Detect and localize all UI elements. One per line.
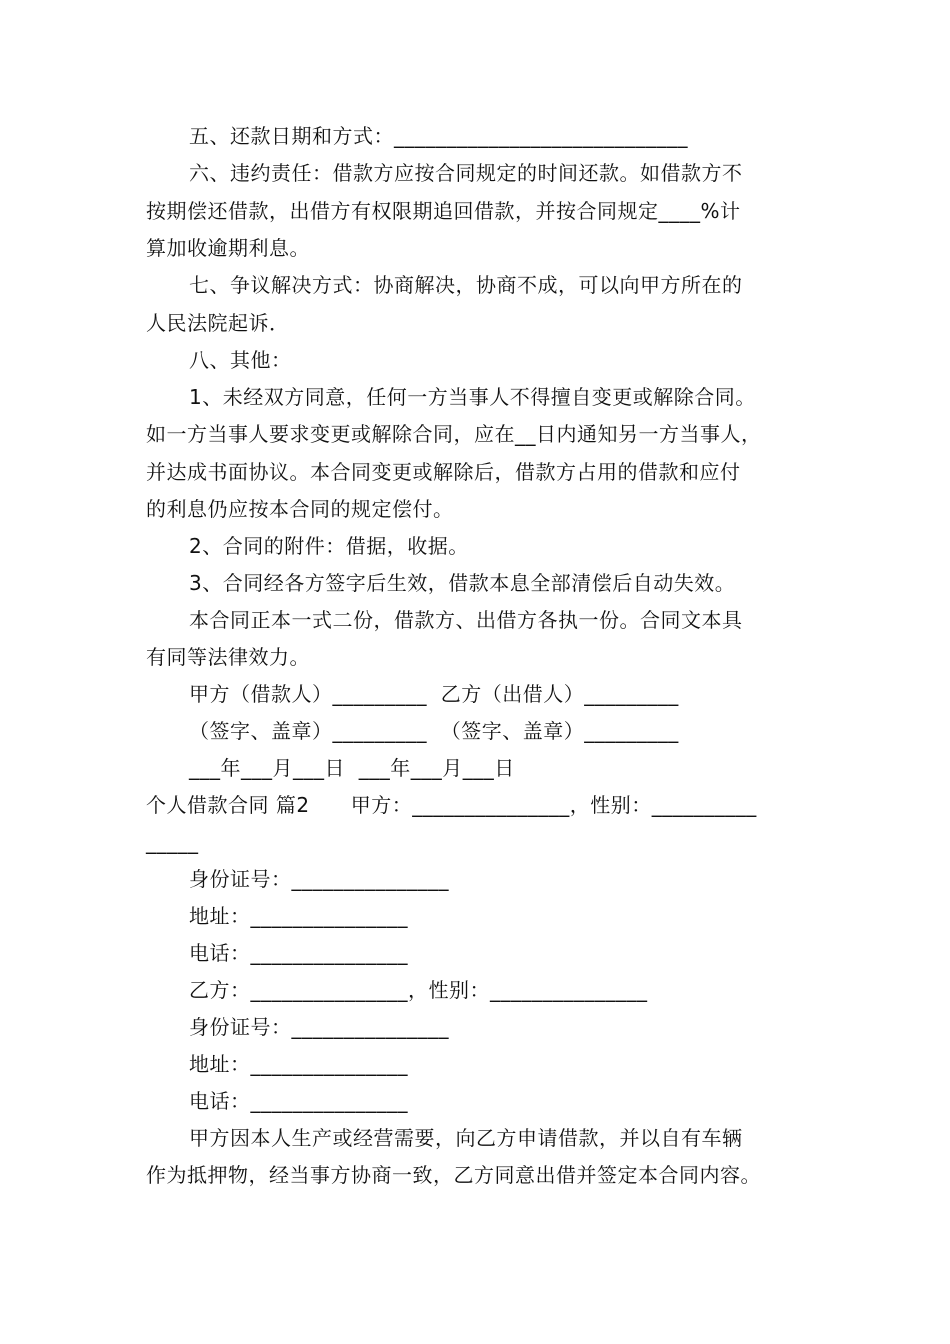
text-line: ___年___月___日 ___年___月___日 [189,756,515,780]
text-line: 电话：_______________ [189,941,408,965]
text-line: 乙方：_______________，性别：_______________ [189,978,648,1002]
text-line: 五、还款日期和方式：____________________________ [189,124,688,148]
text-line: 七、争议解决方式：协商解决，协商不成，可以向甲方所在的 [189,273,743,297]
text-line: 身份证号：_______________ [189,867,449,891]
text-line: 并达成书面协议。本合同变更或解除后，借款方占用的借款和应付 [146,460,741,484]
text-line: 个人借款合同 篇2 甲方：_______________，性别：__________ [146,793,757,817]
text-line: 甲方（借款人）_________ 乙方（出借人）_________ [189,682,679,706]
text-line: _____ [146,830,199,854]
text-line: 本合同正本一式二份，借款方、出借方各执一份。合同文本具 [189,608,743,632]
text-line: 身份证号：_______________ [189,1015,449,1039]
text-line: 人民法院起诉． [146,311,290,335]
text-line: 地址：_______________ [189,904,408,928]
text-line: 如一方当事人要求变更或解除合同，应在__日内通知另一方当事人， [146,422,762,446]
text-line: 2、合同的附件：借据，收据。 [189,534,469,558]
text-line: 的利息仍应按本合同的规定偿付。 [146,497,454,521]
text-line: 电话：_______________ [189,1089,408,1113]
text-line: 3、合同经各方签字后生效，借款本息全部清偿后自动失效。 [189,571,736,595]
text-line: 六、违约责任：借款方应按合同规定的时间还款。如借款方不 [189,161,743,185]
text-line: 按期偿还借款，出借方有权限期追回借款，并按合同规定____%计 [146,199,741,223]
text-line: 有同等法律效力。 [146,645,310,669]
text-line: （签字、盖章）_________ （签字、盖章）_________ [189,719,679,743]
text-line: 1、未经双方同意，任何一方当事人不得擅自变更或解除合同。 [189,385,756,409]
text-line: 作为抵押物，经当事方协商一致，乙方同意出借并签定本合同内容。 [146,1163,761,1187]
text-line: 八、其他： [189,348,292,372]
text-line: 地址：_______________ [189,1052,408,1076]
text-line: 甲方因本人生产或经营需要，向乙方申请借款，并以自有车辆 [189,1126,743,1150]
text-line: 算加收逾期利息。 [146,236,310,260]
